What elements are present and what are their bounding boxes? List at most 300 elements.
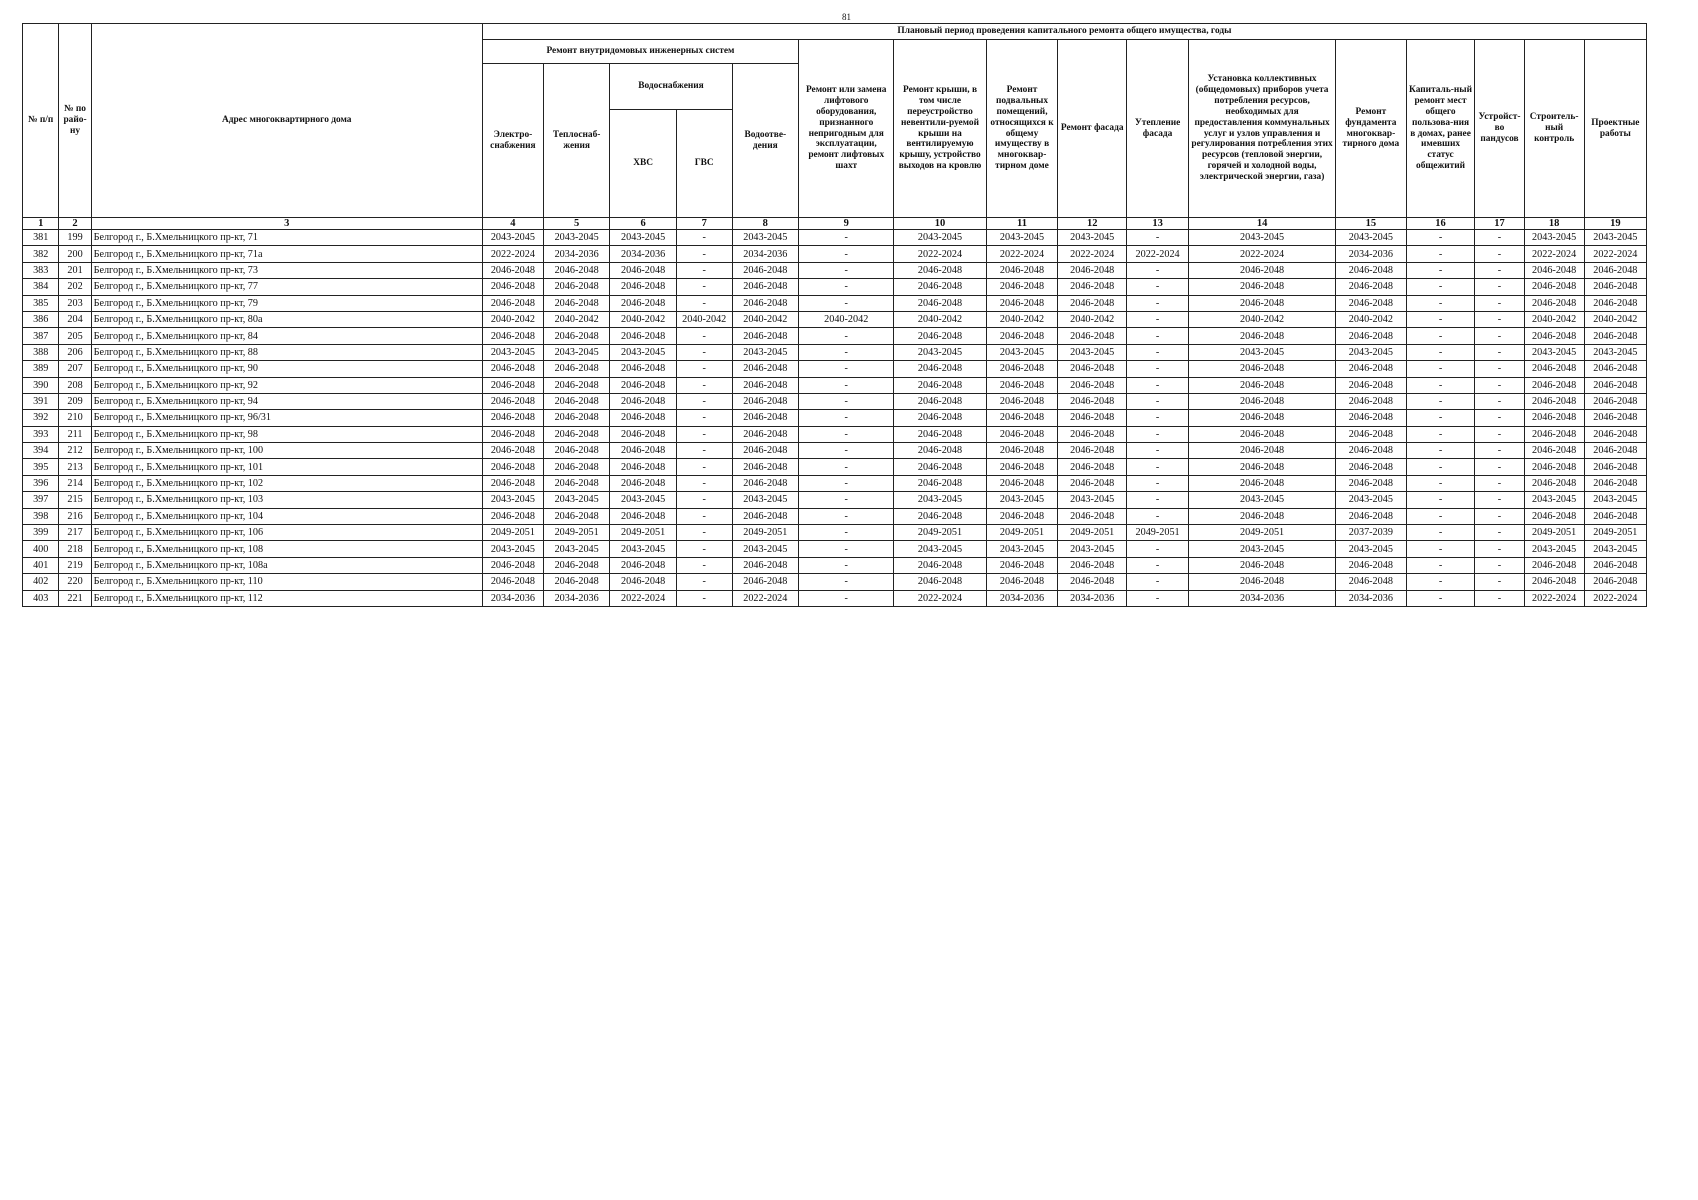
period-cell: - bbox=[799, 393, 894, 409]
period-cell: 2040-2042 bbox=[732, 311, 798, 327]
period-cell: - bbox=[1406, 393, 1475, 409]
period-cell: 2043-2045 bbox=[482, 230, 543, 246]
period-cell: 2046-2048 bbox=[610, 295, 676, 311]
period-cell: - bbox=[676, 279, 732, 295]
planned-period-header: Плановый период проведения капитального ремонта общего имущества, годы bbox=[482, 24, 1646, 40]
district-number-cell: 213 bbox=[59, 459, 91, 475]
period-cell: 2034-2036 bbox=[986, 590, 1058, 606]
period-cell: 2046-2048 bbox=[482, 393, 543, 409]
address-cell: Белгород г., Б.Хмельницкого пр-кт, 108а bbox=[91, 557, 482, 573]
period-cell: 2046-2048 bbox=[894, 557, 986, 573]
period-cell: 2046-2048 bbox=[1189, 459, 1336, 475]
period-cell: 2046-2048 bbox=[1524, 262, 1584, 278]
period-cell: 2046-2048 bbox=[1189, 508, 1336, 524]
period-cell: 2043-2045 bbox=[1058, 492, 1127, 508]
period-cell: 2046-2048 bbox=[482, 295, 543, 311]
period-cell: 2046-2048 bbox=[1189, 279, 1336, 295]
period-cell: 2046-2048 bbox=[1336, 295, 1407, 311]
period-cell: 2040-2042 bbox=[799, 311, 894, 327]
period-cell: 2043-2045 bbox=[1058, 344, 1127, 360]
period-cell: 2040-2042 bbox=[543, 311, 609, 327]
period-cell: - bbox=[1406, 459, 1475, 475]
period-cell: 2046-2048 bbox=[1524, 459, 1584, 475]
col-number: 18 bbox=[1524, 218, 1584, 230]
col-number: 19 bbox=[1584, 218, 1646, 230]
period-cell: 2046-2048 bbox=[610, 426, 676, 442]
period-cell: 2043-2045 bbox=[1058, 541, 1127, 557]
period-cell: - bbox=[676, 426, 732, 442]
row-number-cell: 403 bbox=[23, 590, 59, 606]
period-cell: 2034-2036 bbox=[610, 246, 676, 262]
district-number-cell: 209 bbox=[59, 393, 91, 409]
period-cell: 2022-2024 bbox=[482, 246, 543, 262]
period-cell: - bbox=[676, 557, 732, 573]
period-cell: 2046-2048 bbox=[1524, 377, 1584, 393]
period-cell: 2046-2048 bbox=[1058, 508, 1127, 524]
district-number-cell: 210 bbox=[59, 410, 91, 426]
period-cell: - bbox=[1475, 590, 1524, 606]
period-cell: - bbox=[1127, 230, 1189, 246]
period-cell: 2046-2048 bbox=[482, 377, 543, 393]
period-cell: 2046-2048 bbox=[732, 459, 798, 475]
period-cell: - bbox=[799, 590, 894, 606]
table-row bbox=[23, 475, 1647, 491]
period-cell: - bbox=[1475, 361, 1524, 377]
col-control-header: Строитель-ный контроль bbox=[1524, 40, 1584, 218]
period-cell: - bbox=[1475, 410, 1524, 426]
period-cell: 2043-2045 bbox=[1336, 541, 1407, 557]
period-cell: 2037-2039 bbox=[1336, 525, 1407, 541]
col-number: 17 bbox=[1475, 218, 1524, 230]
period-cell: 2046-2048 bbox=[894, 475, 986, 491]
period-cell: - bbox=[1475, 295, 1524, 311]
period-cell: 2046-2048 bbox=[1189, 557, 1336, 573]
period-cell: 2046-2048 bbox=[1189, 574, 1336, 590]
col-number: 4 bbox=[482, 218, 543, 230]
period-cell: - bbox=[1406, 230, 1475, 246]
period-cell: 2043-2045 bbox=[482, 344, 543, 360]
period-cell: 2046-2048 bbox=[894, 574, 986, 590]
address-cell: Белгород г., Б.Хмельницкого пр-кт, 88 bbox=[91, 344, 482, 360]
period-cell: 2046-2048 bbox=[986, 377, 1058, 393]
period-cell: 2046-2048 bbox=[543, 393, 609, 409]
table-row bbox=[23, 557, 1647, 573]
period-cell: - bbox=[1127, 295, 1189, 311]
period-cell: - bbox=[1406, 410, 1475, 426]
period-cell: 2046-2048 bbox=[1584, 557, 1646, 573]
col-electric-header: Электро-снабжения bbox=[482, 64, 543, 218]
period-cell: 2046-2048 bbox=[894, 279, 986, 295]
period-cell: 2046-2048 bbox=[1524, 557, 1584, 573]
col-hot-water-header: ГВС bbox=[676, 110, 732, 218]
address-cell: Белгород г., Б.Хмельницкого пр-кт, 102 bbox=[91, 475, 482, 491]
period-cell: 2046-2048 bbox=[1058, 459, 1127, 475]
period-cell: 2046-2048 bbox=[732, 508, 798, 524]
period-cell: - bbox=[1475, 525, 1524, 541]
period-cell: 2046-2048 bbox=[1189, 393, 1336, 409]
period-cell: - bbox=[799, 328, 894, 344]
period-cell: 2043-2045 bbox=[1189, 344, 1336, 360]
period-cell: 2040-2042 bbox=[676, 311, 732, 327]
district-number-cell: 201 bbox=[59, 262, 91, 278]
period-cell: 2046-2048 bbox=[1336, 361, 1407, 377]
period-cell: 2046-2048 bbox=[543, 557, 609, 573]
table-row bbox=[23, 492, 1647, 508]
period-cell: 2046-2048 bbox=[732, 262, 798, 278]
col-basement-header: Ремонт подвальных помещений, относящихся к общему имуществу в многоквар-тирном доме bbox=[986, 40, 1058, 218]
address-cell: Белгород г., Б.Хмельницкого пр-кт, 94 bbox=[91, 393, 482, 409]
period-cell: 2046-2048 bbox=[610, 508, 676, 524]
row-number-cell: 397 bbox=[23, 492, 59, 508]
period-cell: 2046-2048 bbox=[1584, 475, 1646, 491]
col-roof-header: Ремонт крыши, в том числе переустройство невентили-руемой крыши на вентилируемую крышу, устройство выходов на кровлю bbox=[894, 40, 986, 218]
period-cell: - bbox=[1406, 279, 1475, 295]
period-cell: 2046-2048 bbox=[482, 410, 543, 426]
address-cell: Белгород г., Б.Хмельницкого пр-кт, 110 bbox=[91, 574, 482, 590]
row-number-cell: 393 bbox=[23, 426, 59, 442]
period-cell: - bbox=[1127, 508, 1189, 524]
period-cell: 2046-2048 bbox=[1584, 443, 1646, 459]
address-cell: Белгород г., Б.Хмельницкого пр-кт, 84 bbox=[91, 328, 482, 344]
period-cell: 2049-2051 bbox=[1584, 525, 1646, 541]
period-cell: 2046-2048 bbox=[732, 557, 798, 573]
period-cell: 2046-2048 bbox=[1524, 393, 1584, 409]
col-lift-header: Ремонт или замена лифтового оборудования, признанного непригодным для эксплуатации, ремонт лифтовых шахт bbox=[799, 40, 894, 218]
col-number: 8 bbox=[732, 218, 798, 230]
period-cell: 2046-2048 bbox=[894, 426, 986, 442]
period-cell: 2046-2048 bbox=[543, 508, 609, 524]
period-cell: 2046-2048 bbox=[732, 328, 798, 344]
period-cell: 2022-2024 bbox=[986, 246, 1058, 262]
col-number: 12 bbox=[1058, 218, 1127, 230]
row-number-cell: 396 bbox=[23, 475, 59, 491]
period-cell: 2046-2048 bbox=[1058, 443, 1127, 459]
row-number-cell: 399 bbox=[23, 525, 59, 541]
col-number: 5 bbox=[543, 218, 609, 230]
period-cell: 2043-2045 bbox=[1584, 344, 1646, 360]
table-row bbox=[23, 443, 1647, 459]
period-cell: 2046-2048 bbox=[543, 410, 609, 426]
period-cell: 2022-2024 bbox=[732, 590, 798, 606]
table-row bbox=[23, 574, 1647, 590]
period-cell: 2046-2048 bbox=[1584, 328, 1646, 344]
address-cell: Белгород г., Б.Хмельницкого пр-кт, 96/31 bbox=[91, 410, 482, 426]
period-cell: - bbox=[1127, 492, 1189, 508]
period-cell: 2043-2045 bbox=[986, 492, 1058, 508]
period-cell: 2046-2048 bbox=[1584, 279, 1646, 295]
table-row bbox=[23, 541, 1647, 557]
period-cell: 2049-2051 bbox=[1189, 525, 1336, 541]
period-cell: 2049-2051 bbox=[543, 525, 609, 541]
period-cell: 2046-2048 bbox=[1584, 295, 1646, 311]
col-number: 13 bbox=[1127, 218, 1189, 230]
row-number-cell: 394 bbox=[23, 443, 59, 459]
period-cell: 2046-2048 bbox=[1584, 508, 1646, 524]
period-cell: 2046-2048 bbox=[1336, 574, 1407, 590]
period-cell: 2046-2048 bbox=[894, 410, 986, 426]
period-cell: - bbox=[1127, 443, 1189, 459]
period-cell: 2043-2045 bbox=[732, 230, 798, 246]
period-cell: 2043-2045 bbox=[732, 492, 798, 508]
period-cell: 2046-2048 bbox=[1336, 262, 1407, 278]
period-cell: 2046-2048 bbox=[1336, 377, 1407, 393]
period-cell: 2043-2045 bbox=[1584, 492, 1646, 508]
period-cell: 2046-2048 bbox=[1189, 361, 1336, 377]
period-cell: - bbox=[1127, 426, 1189, 442]
period-cell: - bbox=[676, 344, 732, 360]
period-cell: - bbox=[1127, 377, 1189, 393]
row-number-cell: 381 bbox=[23, 230, 59, 246]
period-cell: 2046-2048 bbox=[1058, 262, 1127, 278]
period-cell: 2022-2024 bbox=[1524, 246, 1584, 262]
period-cell: 2046-2048 bbox=[894, 393, 986, 409]
period-cell: 2046-2048 bbox=[1336, 393, 1407, 409]
period-cell: 2043-2045 bbox=[543, 541, 609, 557]
period-cell: 2043-2045 bbox=[482, 541, 543, 557]
period-cell: - bbox=[1406, 475, 1475, 491]
period-cell: - bbox=[1406, 295, 1475, 311]
period-cell: - bbox=[1475, 508, 1524, 524]
period-cell: 2046-2048 bbox=[732, 475, 798, 491]
period-cell: 2022-2024 bbox=[1524, 590, 1584, 606]
col-num-header: № п/п bbox=[23, 24, 59, 218]
address-cell: Белгород г., Б.Хмельницкого пр-кт, 71а bbox=[91, 246, 482, 262]
address-cell: Белгород г., Б.Хмельницкого пр-кт, 92 bbox=[91, 377, 482, 393]
period-cell: - bbox=[1406, 311, 1475, 327]
period-cell: 2022-2024 bbox=[894, 590, 986, 606]
table-row bbox=[23, 525, 1647, 541]
period-cell: 2046-2048 bbox=[610, 475, 676, 491]
period-cell: 2046-2048 bbox=[1336, 443, 1407, 459]
district-number-cell: 214 bbox=[59, 475, 91, 491]
period-cell: - bbox=[676, 295, 732, 311]
period-cell: - bbox=[799, 246, 894, 262]
address-cell: Белгород г., Б.Хмельницкого пр-кт, 80а bbox=[91, 311, 482, 327]
period-cell: - bbox=[676, 443, 732, 459]
period-cell: - bbox=[676, 262, 732, 278]
row-number-cell: 389 bbox=[23, 361, 59, 377]
column-numbers-row bbox=[23, 218, 1647, 230]
period-cell: 2046-2048 bbox=[543, 361, 609, 377]
address-cell: Белгород г., Б.Хмельницкого пр-кт, 90 bbox=[91, 361, 482, 377]
period-cell: 2046-2048 bbox=[986, 459, 1058, 475]
period-cell: 2046-2048 bbox=[543, 475, 609, 491]
period-cell: 2043-2045 bbox=[610, 230, 676, 246]
period-cell: 2046-2048 bbox=[894, 377, 986, 393]
period-cell: 2046-2048 bbox=[894, 328, 986, 344]
row-number-cell: 391 bbox=[23, 393, 59, 409]
period-cell: 2046-2048 bbox=[610, 557, 676, 573]
period-cell: 2046-2048 bbox=[1584, 426, 1646, 442]
address-cell: Белгород г., Б.Хмельницкого пр-кт, 79 bbox=[91, 295, 482, 311]
district-number-cell: 211 bbox=[59, 426, 91, 442]
period-cell: 2046-2048 bbox=[543, 443, 609, 459]
period-cell: 2046-2048 bbox=[1189, 410, 1336, 426]
period-cell: 2049-2051 bbox=[1524, 525, 1584, 541]
period-cell: - bbox=[1406, 541, 1475, 557]
district-number-cell: 219 bbox=[59, 557, 91, 573]
table-row bbox=[23, 344, 1647, 360]
period-cell: 2046-2048 bbox=[610, 393, 676, 409]
col-number: 6 bbox=[610, 218, 676, 230]
row-number-cell: 384 bbox=[23, 279, 59, 295]
period-cell: 2043-2045 bbox=[610, 492, 676, 508]
period-cell: 2046-2048 bbox=[894, 262, 986, 278]
period-cell: 2046-2048 bbox=[1584, 410, 1646, 426]
period-cell: 2046-2048 bbox=[610, 361, 676, 377]
period-cell: 2046-2048 bbox=[482, 557, 543, 573]
period-cell: 2046-2048 bbox=[1058, 361, 1127, 377]
period-cell: 2046-2048 bbox=[1524, 279, 1584, 295]
period-cell: 2046-2048 bbox=[986, 557, 1058, 573]
period-cell: - bbox=[799, 230, 894, 246]
period-cell: 2043-2045 bbox=[543, 230, 609, 246]
col-dorm-header: Капиталь-ный ремонт мест общего пользова-ния в домах, ранее имевших статус общежитий bbox=[1406, 40, 1475, 218]
table-row bbox=[23, 328, 1647, 344]
row-number-cell: 401 bbox=[23, 557, 59, 573]
period-cell: 2046-2048 bbox=[543, 279, 609, 295]
period-cell: 2046-2048 bbox=[1058, 557, 1127, 573]
row-number-cell: 382 bbox=[23, 246, 59, 262]
address-cell: Белгород г., Б.Хмельницкого пр-кт, 98 bbox=[91, 426, 482, 442]
district-number-cell: 203 bbox=[59, 295, 91, 311]
period-cell: - bbox=[676, 525, 732, 541]
period-cell: 2046-2048 bbox=[482, 328, 543, 344]
col-insulation-header: Утепление фасада bbox=[1127, 40, 1189, 218]
table-row bbox=[23, 230, 1647, 246]
period-cell: 2046-2048 bbox=[1189, 328, 1336, 344]
table-header bbox=[23, 24, 1647, 230]
period-cell: 2043-2045 bbox=[986, 344, 1058, 360]
col-number: 1 bbox=[23, 218, 59, 230]
col-ramps-header: Устройст-во пандусов bbox=[1475, 40, 1524, 218]
period-cell: - bbox=[676, 492, 732, 508]
period-cell: 2046-2048 bbox=[732, 393, 798, 409]
period-cell: - bbox=[1406, 377, 1475, 393]
period-cell: 2046-2048 bbox=[1524, 475, 1584, 491]
period-cell: 2049-2051 bbox=[1127, 525, 1189, 541]
period-cell: - bbox=[1127, 311, 1189, 327]
period-cell: 2046-2048 bbox=[1524, 574, 1584, 590]
period-cell: 2043-2045 bbox=[482, 492, 543, 508]
district-number-cell: 207 bbox=[59, 361, 91, 377]
address-cell: Белгород г., Б.Хмельницкого пр-кт, 71 bbox=[91, 230, 482, 246]
period-cell: - bbox=[1127, 279, 1189, 295]
period-cell: - bbox=[1475, 311, 1524, 327]
period-cell: 2046-2048 bbox=[543, 377, 609, 393]
period-cell: - bbox=[676, 246, 732, 262]
period-cell: - bbox=[676, 590, 732, 606]
address-cell: Белгород г., Б.Хмельницкого пр-кт, 73 bbox=[91, 262, 482, 278]
col-number: 7 bbox=[676, 218, 732, 230]
period-cell: 2046-2048 bbox=[732, 574, 798, 590]
period-cell: 2046-2048 bbox=[1058, 574, 1127, 590]
period-cell: 2046-2048 bbox=[1336, 459, 1407, 475]
period-cell: - bbox=[1127, 344, 1189, 360]
period-cell: 2046-2048 bbox=[482, 262, 543, 278]
period-cell: 2046-2048 bbox=[1189, 426, 1336, 442]
period-cell: - bbox=[1406, 574, 1475, 590]
table-row bbox=[23, 262, 1647, 278]
table-row bbox=[23, 246, 1647, 262]
period-cell: 2049-2051 bbox=[986, 525, 1058, 541]
col-design-header: Проектные работы bbox=[1584, 40, 1646, 218]
period-cell: - bbox=[676, 508, 732, 524]
period-cell: 2043-2045 bbox=[894, 344, 986, 360]
period-cell: 2049-2051 bbox=[894, 525, 986, 541]
period-cell: - bbox=[1475, 557, 1524, 573]
period-cell: - bbox=[1406, 328, 1475, 344]
period-cell: - bbox=[799, 574, 894, 590]
period-cell: 2046-2048 bbox=[543, 328, 609, 344]
period-cell: 2046-2048 bbox=[482, 459, 543, 475]
period-cell: 2046-2048 bbox=[986, 328, 1058, 344]
period-cell: 2046-2048 bbox=[610, 574, 676, 590]
district-number-cell: 199 bbox=[59, 230, 91, 246]
row-number-cell: 402 bbox=[23, 574, 59, 590]
period-cell: 2043-2045 bbox=[1189, 230, 1336, 246]
district-number-cell: 212 bbox=[59, 443, 91, 459]
period-cell: 2046-2048 bbox=[894, 508, 986, 524]
period-cell: - bbox=[1406, 508, 1475, 524]
period-cell: 2046-2048 bbox=[986, 574, 1058, 590]
period-cell: 2046-2048 bbox=[986, 443, 1058, 459]
period-cell: 2046-2048 bbox=[732, 410, 798, 426]
period-cell: - bbox=[799, 492, 894, 508]
period-cell: 2046-2048 bbox=[610, 410, 676, 426]
period-cell: 2040-2042 bbox=[1524, 311, 1584, 327]
period-cell: 2046-2048 bbox=[482, 279, 543, 295]
period-cell: - bbox=[1475, 574, 1524, 590]
period-cell: - bbox=[1475, 246, 1524, 262]
period-cell: 2046-2048 bbox=[1584, 393, 1646, 409]
period-cell: 2046-2048 bbox=[1336, 328, 1407, 344]
period-cell: - bbox=[1406, 443, 1475, 459]
table-row bbox=[23, 508, 1647, 524]
period-cell: 2043-2045 bbox=[1584, 541, 1646, 557]
period-cell: 2043-2045 bbox=[894, 541, 986, 557]
period-cell: - bbox=[799, 426, 894, 442]
period-cell: 2046-2048 bbox=[482, 426, 543, 442]
period-cell: - bbox=[1406, 426, 1475, 442]
period-cell: 2046-2048 bbox=[543, 295, 609, 311]
period-cell: 2046-2048 bbox=[1584, 377, 1646, 393]
district-number-cell: 202 bbox=[59, 279, 91, 295]
period-cell: 2022-2024 bbox=[1058, 246, 1127, 262]
period-cell: 2046-2048 bbox=[986, 475, 1058, 491]
table-row bbox=[23, 377, 1647, 393]
period-cell: 2046-2048 bbox=[543, 262, 609, 278]
period-cell: 2043-2045 bbox=[610, 344, 676, 360]
period-cell: 2046-2048 bbox=[986, 295, 1058, 311]
period-cell: 2046-2048 bbox=[482, 574, 543, 590]
period-cell: 2040-2042 bbox=[986, 311, 1058, 327]
row-number-cell: 387 bbox=[23, 328, 59, 344]
period-cell: 2034-2036 bbox=[1336, 590, 1407, 606]
address-cell: Белгород г., Б.Хмельницкого пр-кт, 108 bbox=[91, 541, 482, 557]
row-number-cell: 383 bbox=[23, 262, 59, 278]
district-number-cell: 216 bbox=[59, 508, 91, 524]
address-cell: Белгород г., Б.Хмельницкого пр-кт, 104 bbox=[91, 508, 482, 524]
period-cell: 2046-2048 bbox=[986, 426, 1058, 442]
period-cell: 2046-2048 bbox=[610, 328, 676, 344]
period-cell: - bbox=[1127, 557, 1189, 573]
period-cell: - bbox=[1475, 541, 1524, 557]
period-cell: - bbox=[676, 230, 732, 246]
district-number-cell: 221 bbox=[59, 590, 91, 606]
period-cell: 2043-2045 bbox=[543, 344, 609, 360]
address-cell: Белгород г., Б.Хмельницкого пр-кт, 106 bbox=[91, 525, 482, 541]
